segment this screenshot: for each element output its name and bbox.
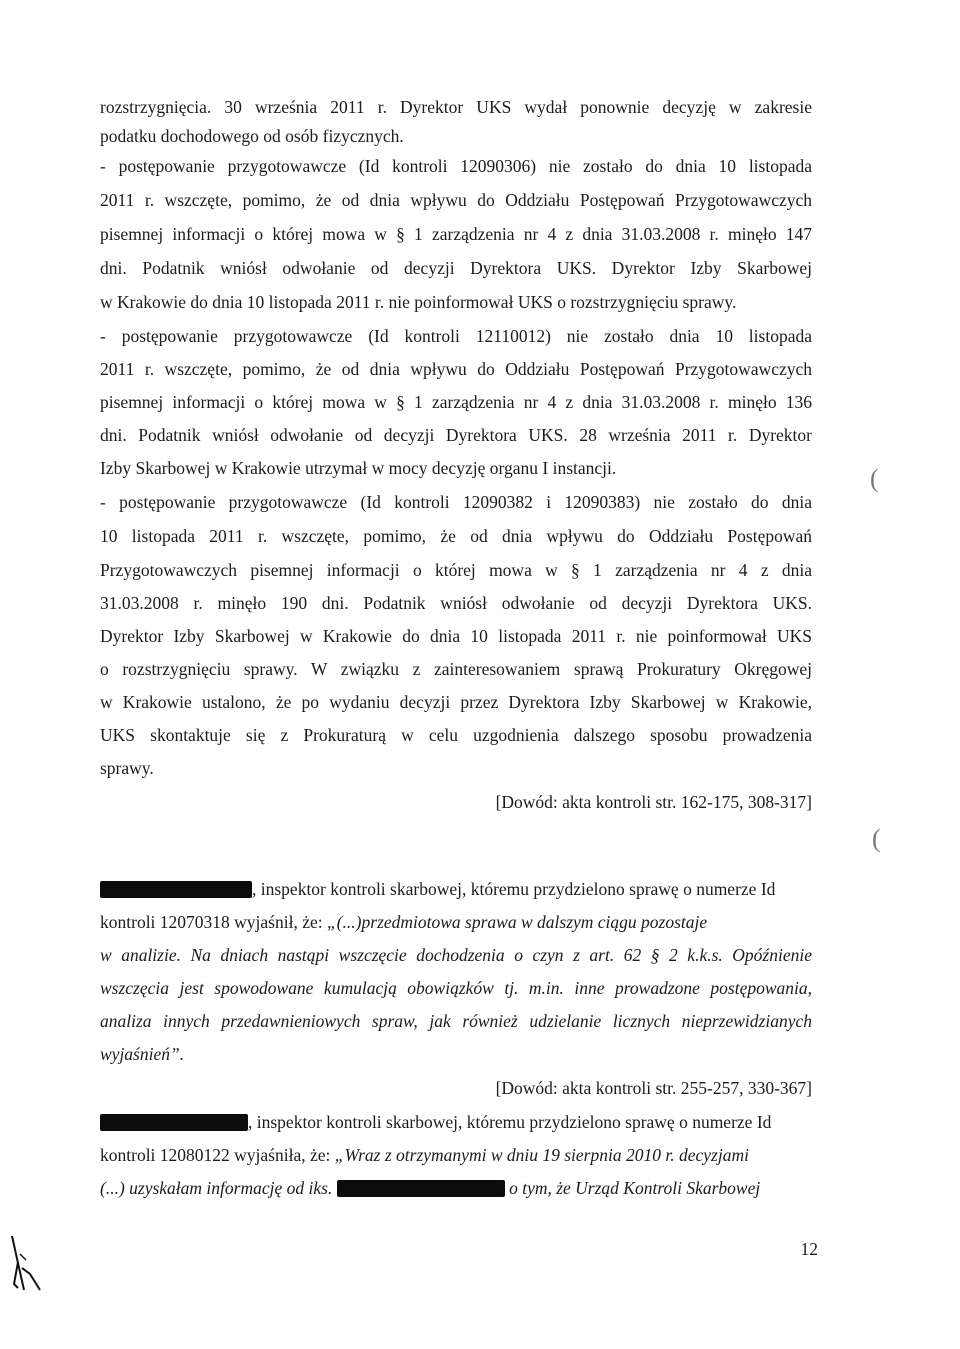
margin-mark: ( (872, 824, 881, 853)
handwritten-initials (0, 1232, 70, 1302)
quote-segment: „Wraz z otrzymanymi w dniu 19 sierpnia 2010 r. decyzjami (334, 1145, 749, 1165)
text-line: o rozstrzygnięciu sprawy. W związku z zainteresowaniem sprawą Prokuratury Okręgowej (100, 659, 812, 679)
quote-line: w analizie. Na dniach nastąpi wszczęcie dochodzenia o czyn z art. 62 § 2 k.k.s. Opóźnienie (100, 945, 812, 965)
text-line: pisemnej informacji o której mowa w § 1 zarządzenia nr 4 z dnia 31.03.2008 r. minęło 136 (100, 392, 812, 412)
text-line: w Krakowie ustalono, że po wydaniu decyzji przez Dyrektora Izby Skarbowej w Krakowie, (100, 692, 812, 712)
text-line: pisemnej informacji o której mowa w § 1 zarządzenia nr 4 z dnia 31.03.2008 r. minęło 147 (100, 224, 812, 244)
quote-line: wyjaśnień”. (100, 1044, 185, 1064)
redaction-bar (100, 881, 252, 898)
text-line: dni. Podatnik wniósł odwołanie od decyzji Dyrektora UKS. Dyrektor Izby Skarbowej (100, 258, 812, 278)
margin-mark: ( (870, 464, 879, 493)
text-line: Przygotowawczych pisemnej informacji o której mowa w § 1 zarządzenia nr 4 z dnia (100, 560, 812, 580)
quote-segment: o tym, że Urząd Kontroli Skarbowej (504, 1178, 761, 1198)
text-line: 2011 r. wszczęte, pomimo, że od dnia wpływu do Oddziału Postępowań Przygotowawczych (100, 190, 812, 210)
text-line: 10 listopada 2011 r. wszczęte, pomimo, że od dnia wpływu do Oddziału Postępowań (100, 526, 812, 546)
text-line: Dyrektor Izby Skarbowej w Krakowie do dnia 10 listopada 2011 r. nie poinformował UKS (100, 626, 812, 646)
page-number: 12 (800, 1239, 818, 1259)
redaction-bar (337, 1180, 505, 1197)
text-line: rozstrzygnięcia. 30 września 2011 r. Dyrektor UKS wydał ponownie decyzję w zakresie (100, 97, 812, 117)
text-line: - postępowanie przygotowawcze (Id kontroli 12090382 i 12090383) nie zostało do dnia (100, 492, 812, 512)
text-line (100, 1177, 812, 1199)
text-segment: kontroli 12070318 wyjaśnił, że: (100, 912, 327, 932)
evidence-reference: [Dowód: akta kontroli str. 255-257, 330-367] (495, 1078, 812, 1098)
quote-segment: „(...)przedmiotowa sprawa w dalszym ciągu pozostaje (327, 912, 708, 932)
text-line: Izby Skarbowej w Krakowie utrzymał w mocy decyzję organu I instancji. (100, 458, 617, 478)
text-line: - postępowanie przygotowawcze (Id kontroli 12110012) nie zostało dnia 10 listopada (100, 326, 812, 346)
text-line: podatku dochodowego od osób fizycznych. (100, 126, 404, 146)
text-line: w Krakowie do dnia 10 listopada 2011 r. nie poinformował UKS o rozstrzygnięciu sprawy. (100, 292, 737, 312)
evidence-reference: [Dowód: akta kontroli str. 162-175, 308-317] (495, 792, 812, 812)
text-line: - postępowanie przygotowawcze (Id kontroli 12090306) nie zostało do dnia 10 listopada (100, 156, 812, 176)
quote-line: wszczęcia jest spowodowane kumulacją obowiązków tj. m.in. inne prowadzone postępowania, (100, 978, 812, 998)
text-segment: , inspektor kontroli skarbowej, któremu przydzielono sprawę o numerze Id (252, 879, 776, 899)
redaction-bar (100, 1114, 248, 1131)
text-line (100, 1144, 812, 1166)
quote-line: analiza innych przedawnieniowych spraw, jak również udzielanie licznych nieprzewidzianych (100, 1011, 812, 1031)
text-line: 31.03.2008 r. minęło 190 dni. Podatnik wniósł odwołanie od decyzji Dyrektora UKS. (100, 593, 812, 613)
text-segment: kontroli 12080122 wyjaśniła, że: (100, 1145, 335, 1165)
text-line (100, 878, 812, 900)
text-line: dni. Podatnik wniósł odwołanie od decyzji Dyrektora UKS. 28 września 2011 r. Dyrektor (100, 425, 812, 445)
text-line: UKS skontaktuje się z Prokuraturą w celu uzgodnienia dalszego sposobu prowadzenia (100, 725, 812, 745)
text-line (100, 1111, 812, 1133)
text-segment: , inspektor kontroli skarbowej, któremu przydzielono sprawę o numerze Id (248, 1112, 772, 1132)
text-line (100, 911, 812, 933)
text-line: 2011 r. wszczęte, pomimo, że od dnia wpływu do Oddziału Postępowań Przygotowawczych (100, 359, 812, 379)
quote-segment: (...) uzyskałam informację od iks. (100, 1178, 337, 1198)
text-line: sprawy. (100, 758, 154, 778)
